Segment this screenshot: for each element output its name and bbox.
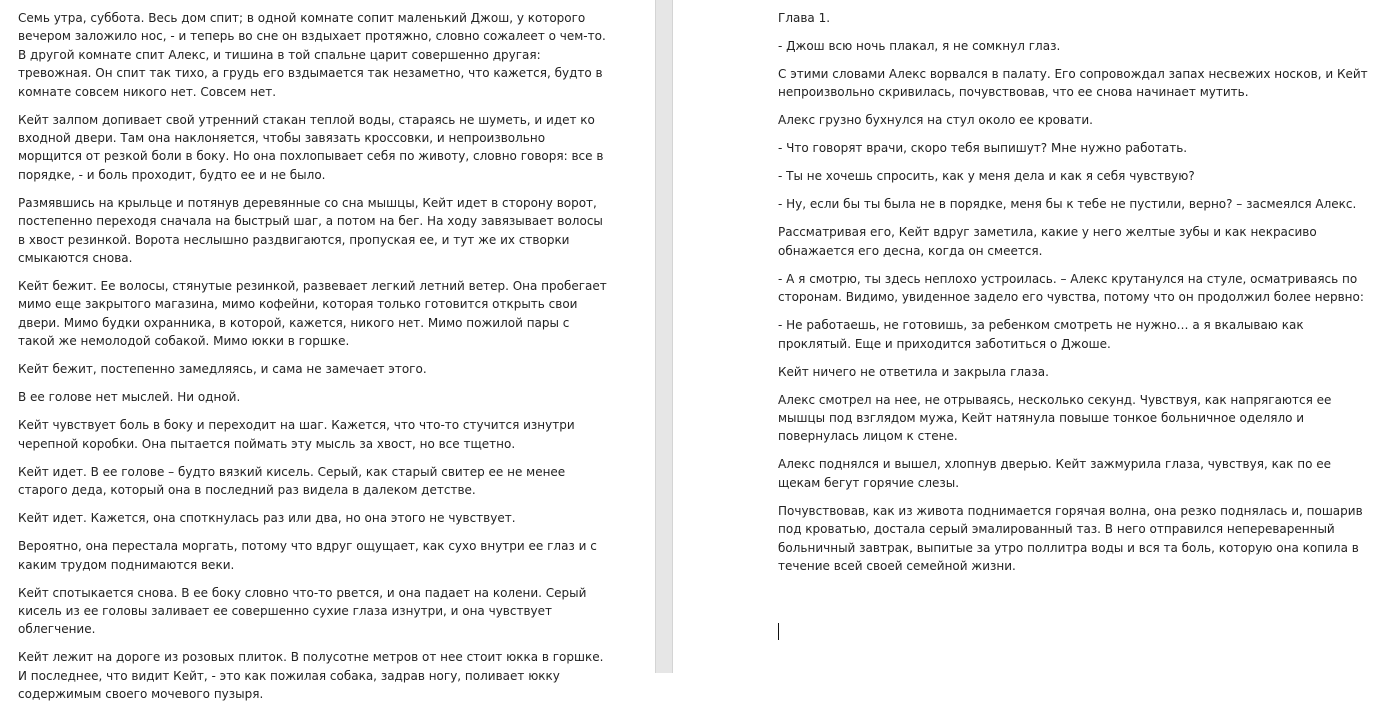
paragraph[interactable]: Алекс смотрел на нее, не отрываясь, несколько секунд. Чувствуя, как напрягаются ее мышцы под взглядом мужа, Кейт натянула повыше тонкое больничное оделяло и повернулась лицом к стене. <box>778 392 1332 444</box>
chapter-heading[interactable]: Глава 1. <box>778 11 831 25</box>
paragraph[interactable]: - Ты не хочешь спросить, как у меня дела и как я себя чувствую? <box>778 169 1195 184</box>
paragraph[interactable]: Алекс поднялся и вышел, хлопнув дверью. Кейт зажмурила глаза, чувствуя, как по ее щекам бегут горячие слезы. <box>778 457 1332 490</box>
paragraph[interactable]: Кейт спотыкается снова. В ее боку словно что-то рвется, и она падает на колени. Серый кисель из ее головы заливает ее совершенно сухие глаза изнутри, и она чувствует облегчение. <box>18 585 587 637</box>
page-separator <box>655 0 673 673</box>
paragraph[interactable]: Рассматривая его, Кейт вдруг заметила, какие у него желтые зубы и как некрасиво обнажается его десна, когда он смеется. <box>778 225 1317 258</box>
text-cursor <box>778 623 779 640</box>
page-text-left[interactable] <box>18 9 608 713</box>
paragraph[interactable]: Почувствовав, как из живота поднимается горячая волна, она резко поднялась и, пошарив под кроватью, достала серый эмалированный таз. В него отправился непереваренный больничный завтрак, выпитые за утро поллитра воды и вся та боль, которую она копила в течение всей своей семейной жизни. <box>778 503 1363 574</box>
paragraph[interactable]: - Не работаешь, не готовишь, за ребенком смотреть не нужно… а я вкалываю как проклятый. Еще и приходится заботиться о Джоше. <box>778 318 1304 351</box>
paragraph[interactable]: - Джош всю ночь плакал, я не сомкнул глаз. <box>778 39 1061 53</box>
paragraph[interactable]: Алекс грузно бухнулся на стул около ее кровати. <box>778 113 1093 128</box>
paragraph[interactable]: Размявшись на крыльце и потянув деревянные со сна мышцы, Кейт идет в сторону ворот, постепенно переходя сначала на быстрый шаг, а потом на бег. На ходу завязывает волосы в хвост резинкой. Ворота неслышно раздвигаются, пропуская ее, и тут же их створки смыкаются снова. <box>18 195 603 266</box>
document-page-left[interactable] <box>0 0 655 702</box>
paragraph[interactable]: Кейт чувствует боль в боку и переходит на шаг. Кажется, что что-то стучится изнутри черепной коробки. Она пытается поймать эту мысль за хвост, но все тщетно. <box>18 418 575 451</box>
page-text-right[interactable] <box>778 9 1368 585</box>
document-page-right[interactable] <box>673 0 1373 673</box>
paragraph[interactable]: Кейт залпом допивает свой утренний стакан теплой воды, стараясь не шуметь, и идет ко входной двери. Там она наклоняется, чтобы завязать кроссовки, и непроизвольно морщится от резкой боли в боку. Но она похлопывает себя по животу, словно говоря: все в порядке, - и боль проходит, будто ее и не было. <box>18 112 604 182</box>
paragraph[interactable]: Кейт лежит на дороге из розовых плиток. В полусотне метров от нее стоит юкка в горшке. И последнее, что видит Кейт, - это как пожилая собака, задрав ногу, поливает юкку содержимым своего мочевого пузыря. <box>18 650 604 702</box>
paragraph[interactable]: Кейт бежит. Ее волосы, стянутые резинкой, развевает легкий летний ветер. Она пробегает мимо еще закрытого магазина, мимо кофейни, которая только готовится открыть свои двери. Мимо будки охранника, в которой, кажется, никого нет. Мимо пожилой пары с такой же немолодой собакой. Мимо юкки в горшке. <box>18 279 607 349</box>
paragraph[interactable]: С этими словами Алекс ворвался в палату. Его сопровождал запах несвежих носков, и Кейт непроизвольно скривилась, почувствовав, что ее снова начинает мутить. <box>778 67 1368 100</box>
paragraph[interactable]: - Ну, если бы ты была не в порядке, меня бы к тебе не пустили, верно? – засмеялся Алекс. <box>778 197 1357 212</box>
paragraph[interactable]: В ее голове нет мыслей. Ни одной. <box>18 390 241 405</box>
paragraph[interactable]: Кейт идет. Кажется, она споткнулась раз или два, но она этого не чувствует. <box>18 511 516 526</box>
paragraph[interactable]: Семь утра, суббота. Весь дом спит; в одной комнате сопит маленький Джош, у которого вечером заложило нос, - и теперь во сне он вздыхает протяжно, словно сожалеет о чем-то. В другой комнате спит Алекс, и тишина в той спальне царит совершенно другая: тревожная. Он спит так тихо, а грудь его вздымается так незаметно, что кажется, будто в комнате совсем никого нет. Совсем нет. <box>18 11 606 99</box>
paragraph[interactable]: Кейт ничего не ответила и закрыла глаза. <box>778 364 1049 379</box>
paragraph[interactable]: - А я смотрю, ты здесь неплохо устроилась. – Алекс крутанулся на стуле, осматриваясь по сторонам. Видимо, увиденное задело его чувства, потому что он продолжил более нервно: <box>778 271 1364 305</box>
paragraph[interactable]: - Что говорят врачи, скоро тебя выпишут? Мне нужно работать. <box>778 141 1188 156</box>
paragraph[interactable]: Кейт идет. В ее голове – будто вязкий кисель. Серый, как старый свитер ее не менее старого деда, который она в последний раз видела в далеком детстве. <box>18 464 566 498</box>
paragraph[interactable]: Вероятно, она перестала моргать, потому что вдруг ощущает, как сухо внутри ее глаз и с каким трудом поднимаются веки. <box>18 539 597 572</box>
paragraph[interactable]: Кейт бежит, постепенно замедляясь, и сама не замечает этого. <box>18 362 427 377</box>
